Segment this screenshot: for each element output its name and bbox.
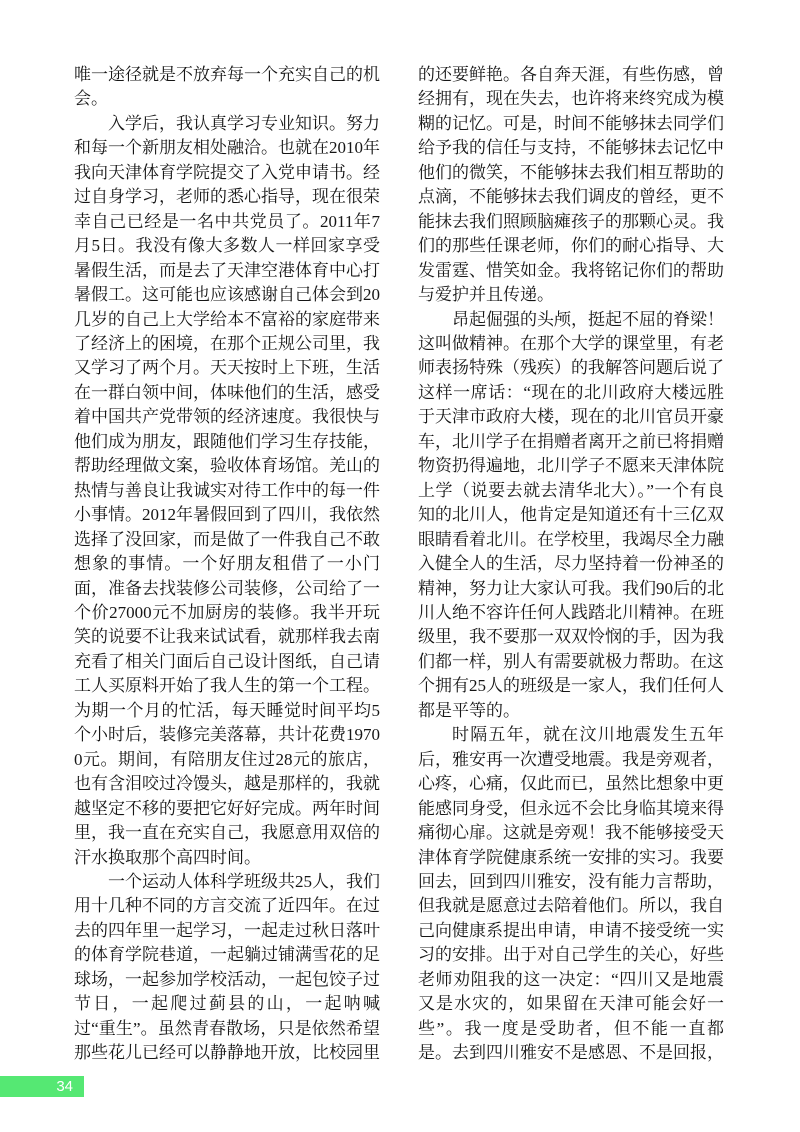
paragraph: 昂起倔强的头颅，挺起不屈的脊梁！这叫做精神。在那个大学的课堂里，有老师表扬特殊（残疾）的我解答问题后说了这样一席话：“现在的北川政府大楼远胜于天津市政府大楼，现在的北川官员开豪车，北川学子在捐赠者离开之前已将捐赠物资扔得遍地，北川学子不愿来天津体院上学（说要去就去清华北大）。”一个有良知的北川人，他肯定是知道还有十三亿双眼睛看着北川。在学校里，我竭尽全力融入健全人的生活，尽力坚持着一份神圣的精神，努力让大家认可我。我们90后的北川人绝不容许任何人践踏北川精神。在班级里，我不要那一双双怜悯的手，因为我们都一样，别人有需要就极力帮助。在这个拥有25人的班级是一家人，我们任何人都是平等的。	[418, 309, 724, 720]
paragraph-continuation: 的还要鲜艳。各自奔天涯，有些伤感，曾经拥有，现在失去，也许将来终究成为模糊的记忆。可是，时间不能够抹去同学们给予我的信任与支持，不能够抹去记忆中他们的微笑，不能够抹去我们相互帮助的点滴，不能够抹去我们调皮的曾经，更不能抹去我们照顾脑瘫孩子的那颗心灵。我们的那些任课老师，你们的耐心指导、大发雷霆、惜笑如金。我将铭记你们的帮助与爱护并且传递。	[418, 65, 724, 305]
paragraph: 时隔五年，就在汶川地震发生五年后，雅安再一次遭受地震。我是旁观者，心疼，心痛，仅此而已，虽然比想象中更能感同身受，但永远不会比身临其境来得痛彻心扉。这就是旁观！我不能够接受天津体育学院健康系统一安排的实习。我要回去，回到四川雅安，没有能力言帮助，但我就是愿意过去陪着他们。所以，我自己向健康系提出申请，申请不接受统一实习的安排。出于对自己学生的关心，好些老师劝阻我的这一决定：“四川又是地震又是水灾的，如果留在天津可能会好一些”。我一度是受助者，但不能一直都是。去到四川雅安不是感恩、不是回报，	[418, 725, 724, 1063]
text-column-right	[418, 63, 724, 1066]
text-column-left	[74, 63, 380, 1066]
page-number: 34	[56, 1078, 73, 1095]
paragraph: 入学后，我认真学习专业知识。努力和每一个新朋友相处融洽。也就在2010年我向天津体育学院提交了入党申请书。经过自身学习，老师的悉心指导，现在很荣幸自己已经是一名中共党员了。2011年7月5日。我没有像大多数人一样回家享受暑假生活，而是去了天津空港体育中心打暑假工。这可能也应该感谢自己体会到20几岁的自己上大学给本不富裕的家庭带来了经济上的困境，在那个正规公司里，我又学习了两个月。天天按时上下班，生活在一群白领中间，体味他们的生活，感受着中国共产党带领的经济速度。我很快与他们成为朋友，跟随他们学习生存技能，帮助经理做文案，验收体育场馆。羌山的热情与善良让我诚实对待工作中的每一件小事情。2012年暑假回到了四川，我依然选择了没回家，而是做了一件我自己不敢想象的事情。一个好朋友租借了一小门面，准备去找装修公司装修，公司给了一个价27000元不加厨房的装修。我半开玩笑的说要不让我来试试看，就那样我去南充看了相关门面后自己设计图纸，自己请工人买原料开始了我人生的第一个工程。为期一个月的忙活，每天睡觉时间平均5个小时后，装修完美落幕，共计花费19700元。期间，有陪朋友住过28元的旅店，也有含泪咬过冷馒头，越是那样的，我就越坚定不移的要把它好好完成。两年时间里，我一直在充实自己，我愿意用双倍的汗水换取那个高四时间。	[74, 113, 380, 867]
paragraph: 一个运动人体科学班级共25人，我们用十几种不同的方言交流了近四年。在过去的四年里一起学习，一起走过秋日落叶的体育学院巷道，一起躺过铺满雪花的足球场，一起参加学校活动，一起包饺子过节日，一起爬过蓟县的山，一起呐喊过“重生”。虽然青春散场，只是依然希望那些花儿已经可以静静地开放，比校园里	[74, 871, 380, 1063]
paragraph-continuation: 唯一途径就是不放弃每一个充实自己的机会。	[74, 65, 380, 109]
page-number-badge	[0, 1076, 84, 1097]
